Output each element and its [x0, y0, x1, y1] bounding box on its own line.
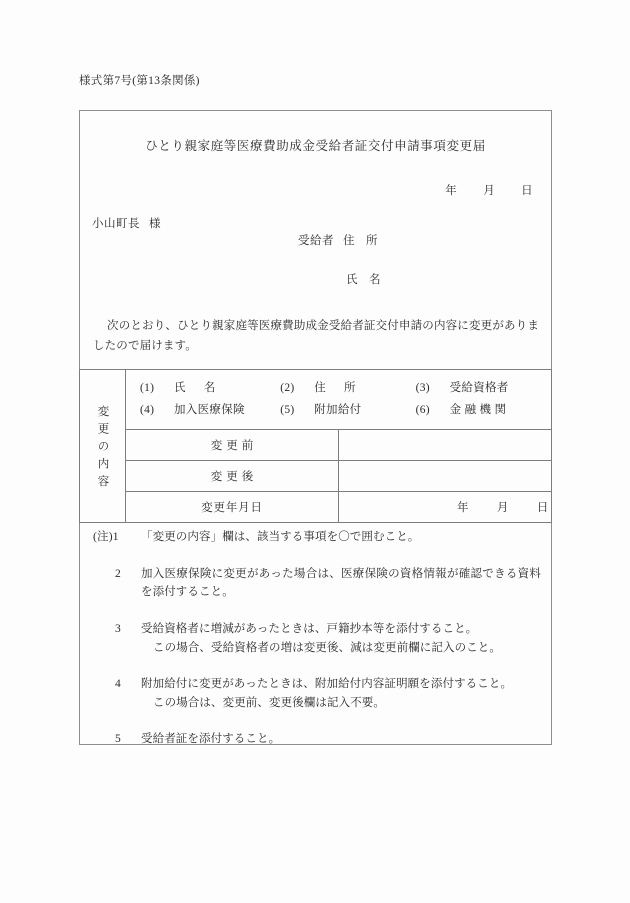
notes-prefix-label: (注) — [93, 531, 113, 543]
table-row-change-date — [80, 492, 552, 523]
recipient-block — [298, 232, 381, 310]
option-1-number: (1) — [140, 382, 155, 394]
option-3-label: 受給資格者 — [449, 382, 509, 394]
option-4-label: 加入医療保険 — [174, 404, 245, 417]
note-item-4 — [93, 675, 541, 712]
before-change-label-cell — [126, 430, 339, 461]
option-5-number: (5) — [280, 404, 295, 417]
table-row-before — [80, 430, 552, 461]
change-date-label: 変更年月日 — [201, 502, 263, 515]
form-number-label: 様式第7号(第13条関係) — [79, 75, 200, 87]
option-2-label-a: 住 — [314, 382, 327, 394]
before-change-value-cell[interactable] — [339, 430, 552, 461]
after-change-label-cell — [126, 461, 339, 492]
option-4-number: (4) — [140, 404, 155, 417]
change-date-month-label: 月 — [496, 502, 509, 515]
option-5-label: 附加給付 — [314, 404, 362, 417]
change-date-label-cell — [126, 492, 339, 523]
addressee-honorific: 様 — [149, 218, 161, 230]
note-4-text: 附加給付に変更があったときは、附加給付内容証明願を添付すること。 — [141, 678, 513, 691]
note-1-marker — [93, 528, 141, 547]
option-item-2[interactable] — [280, 377, 415, 399]
option-3-number: (3) — [415, 382, 430, 394]
note-4-body — [141, 675, 541, 712]
date-month-label: 月 — [483, 185, 496, 197]
table-row-after — [80, 461, 552, 492]
option-1-label-b: 名 — [203, 382, 216, 394]
option-6-label: 金 融 機 関 — [449, 404, 507, 417]
after-change-label: 変更後 — [210, 471, 258, 484]
option-2-number: (2) — [280, 382, 295, 394]
option-item-1[interactable] — [140, 377, 280, 399]
option-6-number: (6) — [415, 404, 430, 417]
recipient-name-row — [298, 271, 381, 287]
option-item-6[interactable] — [416, 399, 551, 421]
recipient-address-label-b: 所 — [366, 235, 378, 247]
submission-date-line — [445, 182, 533, 198]
options-row-top — [126, 377, 551, 399]
vertical-header-label: 変更の内容 — [96, 405, 109, 493]
before-change-label: 変更前 — [210, 440, 258, 453]
options-cell — [126, 370, 552, 430]
date-year-label: 年 — [445, 185, 458, 197]
note-item-3 — [93, 620, 541, 657]
note-3-text: 受給資格者に増減があったときは、戸籍抄本等を添付すること。 — [141, 622, 478, 635]
note-4-number: 4 — [115, 678, 121, 691]
form-frame — [79, 110, 552, 745]
note-2-number: 2 — [115, 567, 121, 580]
vertical-header-cell — [80, 370, 126, 523]
option-item-4[interactable] — [140, 399, 280, 421]
option-item-5[interactable] — [280, 399, 415, 421]
addressee-line — [92, 215, 161, 231]
recipient-address-row — [298, 232, 381, 248]
change-content-table — [79, 369, 552, 523]
recipient-prefix-label: 受給者 — [298, 235, 334, 247]
note-5-text: 受給者証を添付すること。 — [141, 733, 281, 746]
option-item-3[interactable] — [416, 377, 551, 399]
addressee-name: 小山町長 — [92, 218, 140, 230]
option-2-label-b: 所 — [344, 382, 356, 394]
document-title: ひとり親家庭等医療費助成金受給者証交付申請事項変更届 — [145, 139, 486, 153]
after-change-value-cell[interactable] — [339, 461, 552, 492]
note-1-number: 1 — [112, 531, 119, 543]
note-5-number: 5 — [115, 733, 121, 746]
body-paragraph — [93, 317, 539, 357]
date-day-label: 日 — [521, 185, 533, 197]
note-1-text: 「変更の内容」欄は、該当する事項を〇で囲むこと。 — [141, 531, 420, 543]
note-4-subtext: この場合は、変更前、変更後欄は記入不要。 — [153, 696, 385, 709]
recipient-name-label-a: 氏 — [346, 274, 358, 286]
option-1-label-a: 氏 — [174, 382, 186, 394]
note-item-1 — [93, 528, 541, 547]
note-2-text: 加入医療保険に変更があった場合は、医療保険の資格情報が確認できる資料を添付すること。 — [141, 567, 541, 599]
change-date-value-cell[interactable] — [339, 492, 552, 523]
body-paragraph-text: 次のとおり、ひとり親家庭等医療費助成金受給者証交付申請の内容に変更がありましたので届けます。 — [93, 320, 539, 352]
note-3-body — [141, 620, 541, 657]
note-item-2 — [93, 565, 541, 602]
note-item-5 — [93, 730, 541, 749]
note-3-subtext: この場合、受給資格者の増は変更後、減は変更前欄に記入のこと。 — [153, 641, 501, 654]
recipient-name-label-b: 名 — [369, 274, 381, 286]
note-3-number: 3 — [115, 622, 121, 635]
recipient-address-label-a: 住 — [343, 235, 355, 247]
change-date-day-label: 日 — [536, 502, 549, 515]
options-row-bottom — [126, 399, 551, 421]
table-row-options — [80, 370, 552, 430]
change-date-year-label: 年 — [457, 502, 469, 515]
notes-section — [93, 528, 541, 767]
